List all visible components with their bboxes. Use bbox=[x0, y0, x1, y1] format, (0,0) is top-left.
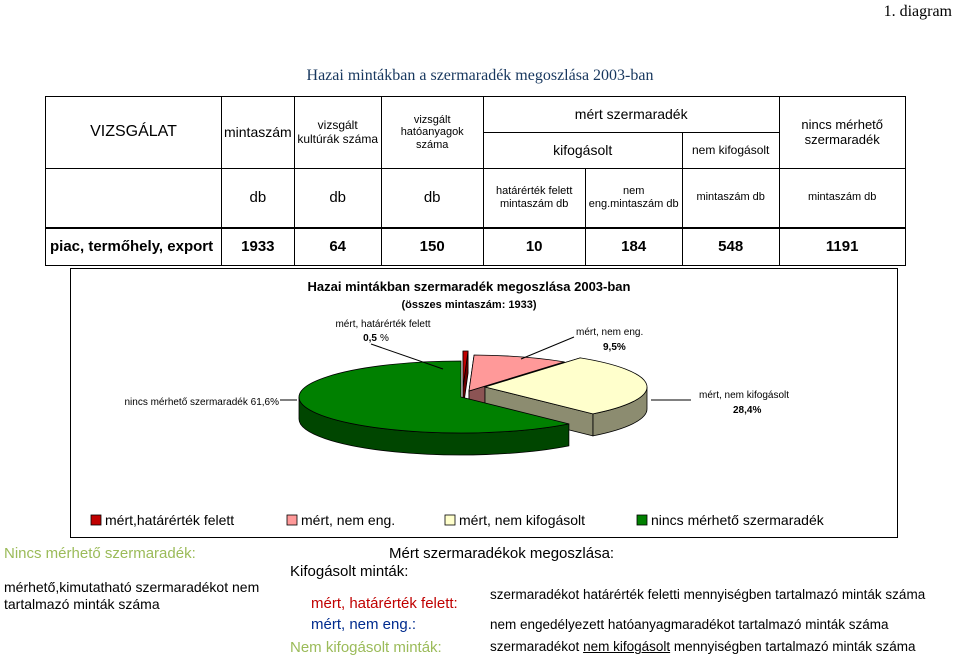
col-mintaszam-header: mintaszám bbox=[222, 97, 295, 169]
pie-chart bbox=[71, 269, 897, 537]
sub-mintaszam-db-cell: mintaszám db bbox=[682, 169, 779, 228]
sub-nincs-db-cell: mintaszám db bbox=[779, 169, 905, 228]
leader-line-nem-eng bbox=[521, 337, 574, 359]
legend-label-hatarertek: mért,határérték felett bbox=[105, 512, 235, 528]
value-nincs: 1191 bbox=[779, 228, 905, 266]
legend-swatch-hatarertek bbox=[91, 515, 101, 525]
note-hatarertek-desc: szermaradékot határérték feletti mennyiségben tartalmazó minták száma bbox=[490, 587, 926, 602]
col-nem-kifogasolt-header: nem kifogásolt bbox=[682, 133, 779, 169]
label-nincs: nincs mérhető szermaradék 61,6% bbox=[124, 397, 279, 408]
label-hatarertek-unit: % bbox=[380, 333, 389, 344]
note-nem-kif-desc-post: mennyiségben tartalmazó minták száma bbox=[673, 639, 916, 654]
value-hatoanyagok: 150 bbox=[381, 228, 483, 266]
col-mert-header: mért szermaradék bbox=[483, 97, 779, 133]
value-nem-kifogasolt: 548 bbox=[682, 228, 779, 266]
sub-nem-eng-line2: eng.mintaszám db bbox=[588, 197, 679, 210]
value-kulturak: 64 bbox=[294, 228, 381, 266]
note-nincs-desc-1: mérhető,kimutatható szermaradékot nem bbox=[4, 579, 260, 595]
legend-swatch-nem-kif bbox=[445, 515, 455, 525]
label-nem-kif-value: 28,4% bbox=[733, 405, 762, 416]
legend-label-nem-eng: mért, nem eng. bbox=[301, 512, 396, 528]
chart-title: Hazai mintákban szermaradék megoszlása 2003-ban bbox=[307, 279, 631, 294]
slide-number-label: 1. diagram bbox=[883, 3, 952, 20]
chart-legend bbox=[91, 512, 825, 528]
legend-label-nem-kif: mért, nem kifogásolt bbox=[459, 512, 586, 528]
col-kulturak-header: vizsgált kultúrák száma bbox=[294, 97, 381, 169]
sub-nem-eng-line1: nem bbox=[622, 185, 645, 198]
value-mintaszam: 1933 bbox=[222, 228, 295, 266]
note-kifogasolt-title: Kifogásolt minták: bbox=[290, 563, 409, 580]
col-kifogasolt-header: kifogásolt bbox=[483, 133, 682, 169]
value-hatarertek: 10 bbox=[483, 228, 585, 266]
note-nem-kif-desc-mid: nem kifogásolt bbox=[583, 639, 671, 654]
results-table bbox=[45, 96, 906, 266]
pie-chart-frame bbox=[70, 268, 898, 538]
note-nem-eng-label: mért, nem eng.: bbox=[311, 616, 417, 633]
note-nem-kif-label: Nem kifogásolt minták: bbox=[290, 639, 442, 656]
row-label: piac, termőhely, export bbox=[46, 228, 222, 266]
chart-subtitle: (összes mintaszám: 1933) bbox=[401, 299, 537, 311]
label-nem-eng-line1: mért, nem eng. bbox=[576, 327, 644, 338]
sub-db-1-cell: db bbox=[222, 169, 295, 228]
note-mert-title: Mért szermaradékok megoszlása: bbox=[389, 545, 615, 562]
value-nem-eng: 184 bbox=[585, 228, 682, 266]
label-hatarertek-value: 0,5 bbox=[363, 333, 377, 344]
note-nem-kif-desc bbox=[490, 639, 915, 655]
legend-swatch-nincs bbox=[637, 515, 647, 525]
note-nincs-title: Nincs mérhető szermaradék: bbox=[4, 545, 196, 562]
page-title: Hazai mintákban a szermaradék megoszlása 2003-ban bbox=[306, 67, 654, 84]
col-nincs-header: nincs mérhető szermaradék bbox=[779, 97, 905, 169]
note-hatarertek-label: mért, határérték felett: bbox=[311, 595, 458, 612]
label-nem-eng-value: 9,5% bbox=[603, 342, 626, 353]
legend-label-nincs: nincs mérhető szermaradék bbox=[651, 512, 824, 528]
vizsgalat-header: VIZSGÁLAT bbox=[46, 97, 222, 169]
note-nem-eng-desc: nem engedélyezett hatóanyagmaradékot tartalmazó minták száma bbox=[490, 617, 889, 632]
sub-db-3-cell: db bbox=[381, 169, 483, 228]
sub-hatarertek-cell: határérték felett mintaszám db bbox=[483, 169, 585, 228]
note-nincs-desc-2: tartalmazó minták száma bbox=[4, 596, 160, 612]
note-nem-kif-desc-pre: szermaradékot bbox=[490, 639, 580, 654]
sub-db-2-cell: db bbox=[294, 169, 381, 228]
label-nem-kif-line1: mért, nem kifogásolt bbox=[699, 390, 790, 401]
legend-swatch-nem-eng bbox=[287, 515, 297, 525]
label-hatarertek-line1: mért, határérték felett bbox=[335, 319, 431, 330]
sub-nem-eng-cell bbox=[585, 169, 682, 228]
sub-db-1 bbox=[46, 169, 222, 228]
col-hatoanyagok-header: vizsgált hatóanyagok száma bbox=[381, 97, 483, 169]
